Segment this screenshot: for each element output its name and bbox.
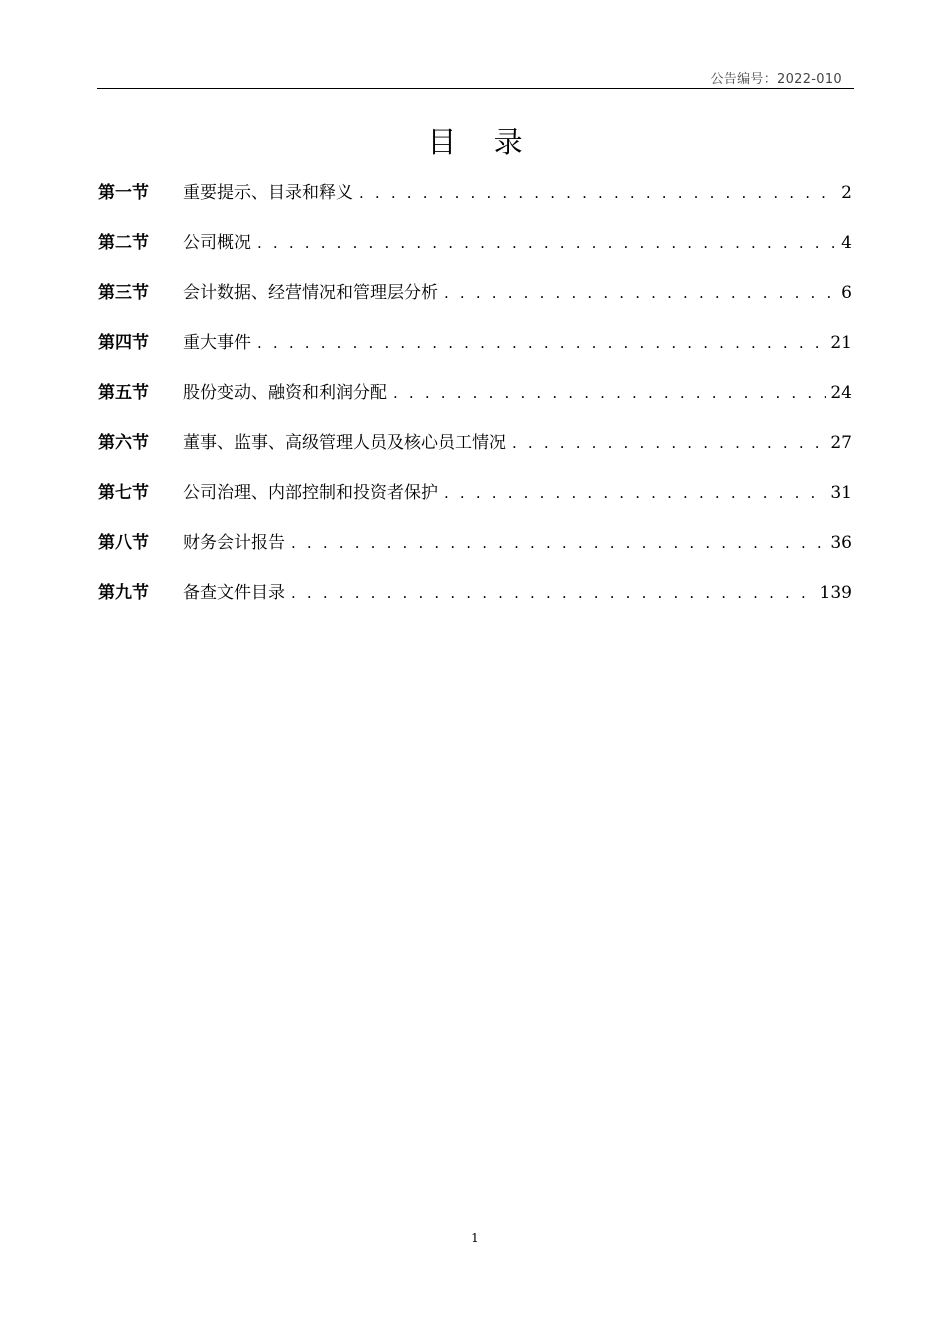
toc-dot-leader: [444, 484, 826, 502]
table-of-contents: [98, 178, 852, 628]
toc-dot-leader: [291, 534, 826, 552]
toc-dot-leader: [257, 334, 826, 352]
toc-heading: 股份变动、融资和利润分配: [183, 383, 387, 403]
toc-heading: 重要提示、目录和释义: [183, 183, 353, 203]
toc-dot-leader: [393, 384, 826, 402]
toc-entry-6[interactable]: [98, 428, 852, 478]
toc-heading: 公司治理、内部控制和投资者保护: [183, 483, 438, 503]
toc-entry-3[interactable]: [98, 278, 852, 328]
toc-section-label: 第四节: [98, 333, 149, 353]
toc-dot-leader: [257, 234, 837, 252]
toc-page-number: 31: [830, 483, 852, 503]
toc-section-label: 第五节: [98, 383, 149, 403]
toc-section-label: 第二节: [98, 233, 149, 253]
toc-section-label: 第九节: [98, 583, 149, 603]
toc-page-number: 139: [819, 583, 852, 603]
toc-dot-leader: [291, 584, 816, 602]
announcement-number: 公告编号：2022-010: [710, 72, 842, 87]
toc-page-number: 6: [841, 283, 852, 303]
toc-dot-leader: [359, 184, 837, 202]
toc-title: 目 录: [427, 125, 537, 159]
toc-entry-8[interactable]: [98, 528, 852, 578]
toc-heading: 备查文件目录: [183, 583, 285, 603]
toc-heading: 重大事件: [183, 333, 251, 353]
toc-section-label: 第七节: [98, 483, 149, 503]
header-divider: [97, 88, 854, 89]
toc-entry-7[interactable]: [98, 478, 852, 528]
toc-page-number: 24: [830, 383, 852, 403]
toc-page-number: 27: [830, 433, 852, 453]
page-footer-number: 1: [471, 1231, 479, 1245]
toc-section-label: 第六节: [98, 433, 149, 453]
toc-entry-2[interactable]: [98, 228, 852, 278]
toc-entry-4[interactable]: [98, 328, 852, 378]
toc-heading: 会计数据、经营情况和管理层分析: [183, 283, 438, 303]
toc-heading: 公司概况: [183, 233, 251, 253]
toc-page-number: 21: [830, 333, 852, 353]
toc-page-number: 2: [841, 183, 852, 203]
toc-entry-5[interactable]: [98, 378, 852, 428]
toc-section-label: 第八节: [98, 533, 149, 553]
toc-section-label: 第一节: [98, 183, 149, 203]
toc-entry-1[interactable]: [98, 178, 852, 228]
toc-entry-9[interactable]: [98, 578, 852, 628]
toc-heading: 董事、监事、高级管理人员及核心员工情况: [183, 433, 506, 453]
toc-dot-leader: [444, 284, 837, 302]
toc-page-number: 4: [841, 233, 852, 253]
toc-section-label: 第三节: [98, 283, 149, 303]
toc-dot-leader: [512, 434, 826, 452]
toc-heading: 财务会计报告: [183, 533, 285, 553]
toc-page-number: 36: [830, 533, 852, 553]
